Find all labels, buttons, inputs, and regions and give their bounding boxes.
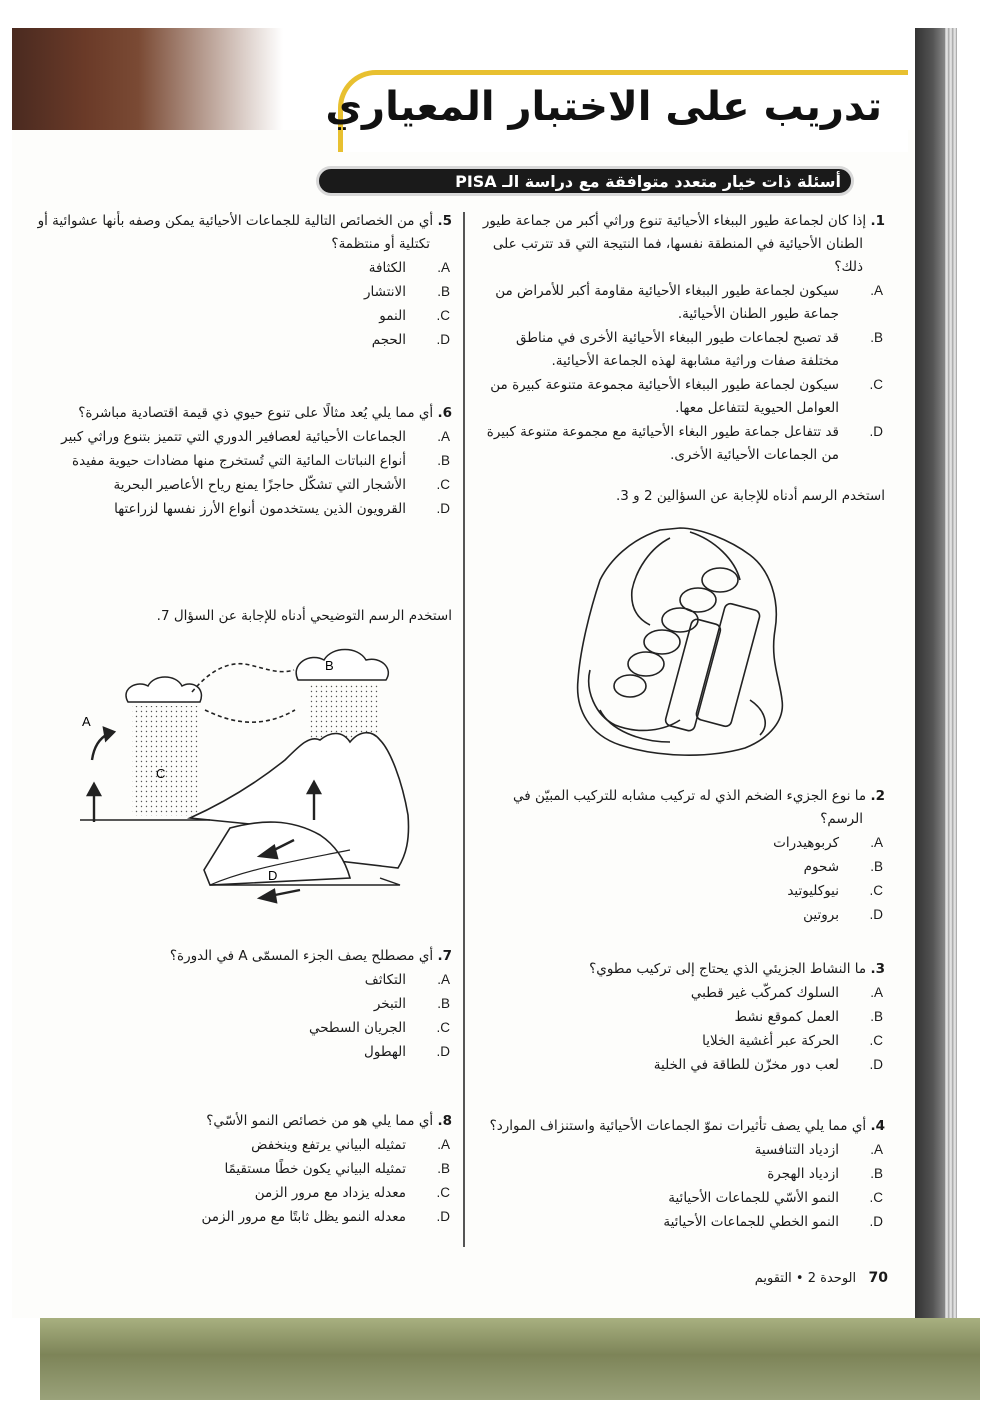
option-a[interactable]: A.تمثيله البياني يرتفع وينخفض bbox=[251, 1137, 450, 1153]
option-b[interactable]: B.العمل كموقع نشط bbox=[734, 1009, 883, 1025]
option-b[interactable]: B.التبخر bbox=[373, 996, 450, 1012]
question-4: 4. أي مما يلي يصف تأثيرات نموّ الجماعات الأحيائية واستنزاف الموارد؟ A.ازدياد التنافسية B.ازدياد الهجرة C.النمو الأسّي للجماعات الأحيائية D.النمو الخطي للجماعات الأحيائية bbox=[480, 1115, 885, 1234]
option-b[interactable]: B.الانتشار bbox=[364, 284, 450, 300]
question-1 bbox=[480, 210, 885, 467]
option-c[interactable]: C.الأشجار التي تشكّل حاجزًا يمنع رياح الأعاصير البحرية bbox=[113, 477, 450, 493]
option-d[interactable]: D.قد تتفاعل جماعة طيور البغاء الأحيائية مع مجموعة متنوعة كبيرة من الجماعات الأحيائية الأخرى. bbox=[486, 424, 883, 463]
option-b[interactable]: B.قد تصبح لجماعات طيور الببغاء الأحيائية الأخرى في مناطق مختلفة صفات وراثية مشابهة لهذه الجماعة الأحيائية. bbox=[515, 330, 883, 369]
label-d: D bbox=[268, 868, 278, 883]
option-b[interactable]: B.تمثيله البياني يكون خطًا مستقيمًا bbox=[224, 1161, 450, 1177]
option-a[interactable]: A.سيكون لجماعة طيور الببغاء الأحيائية مقاومة أكبر للأمراض من جماعة طيور الطنان الأحيائية. bbox=[495, 283, 883, 322]
rain-left bbox=[132, 706, 198, 816]
protein-structure-diagram bbox=[570, 520, 800, 765]
label-a: A bbox=[82, 714, 91, 729]
question-stem: إذا كان لجماعة طيور الببغاء الأحيائية تنوع وراثي أكبر من جماعة طيور الطنان الأحيائية في المنطقة نفسها، فما النتيجة التي قد تترتب على ذلك؟ bbox=[482, 213, 867, 275]
page-footer bbox=[755, 1270, 888, 1286]
page-number: 70 bbox=[868, 1270, 888, 1286]
option-d[interactable]: D.القرويون الذين يستخدمون أنواع الأرز نفسها لزراعتها bbox=[114, 501, 450, 517]
instruction-q2-q3: استخدم الرسم أدناه للإجابة عن السؤالين 2 و 3. bbox=[615, 488, 885, 504]
question-7: 7. أي مصطلح يصف الجزء المسمّى A في الدورة؟ A.التكاثف B.التبخر C.الجريان السطحي D.الهطول bbox=[22, 945, 452, 1064]
option-c[interactable]: C.الجريان السطحي bbox=[308, 1020, 450, 1036]
option-b[interactable]: B.شحوم bbox=[803, 859, 883, 875]
option-a[interactable]: A.التكاثف bbox=[364, 972, 450, 988]
question-6: 6. أي مما يلي يُعد مثالًا على تنوع حيوي ذي قيمة اقتصادية مباشرة؟ A.الجماعات الأحيائية لعصافير الدوري التي تتميز بتنوع وراثي كبير B.أنواع النباتات المائية التي تُستخرج منها مضادات حيوية مفيدة C.الأشجار التي تشكّل حاجزًا يمنع رياح الأعاصير البحرية D.القرويون الذين يستخدمون أنواع الأرز نفسها لزراعتها bbox=[22, 402, 452, 521]
cloud-right bbox=[296, 650, 388, 681]
option-d[interactable]: D.الحجم bbox=[371, 332, 450, 348]
section-subheading bbox=[316, 166, 854, 196]
footer-section: التقويم bbox=[754, 1271, 792, 1286]
section-subheading-text: أسئلة ذات خيار متعدد متوافقة مع دراسة الـ PISA bbox=[455, 172, 841, 191]
water-cycle-diagram bbox=[80, 640, 420, 905]
option-c[interactable]: C.نيوكليوتيد bbox=[787, 883, 883, 899]
option-b[interactable]: B.أنواع النباتات المائية التي تُستخرج منها مضادات حيوية مفيدة bbox=[72, 453, 450, 469]
footer-unit: الوحدة 2 bbox=[807, 1271, 857, 1286]
instruction-q7: استخدم الرسم التوضيحي أدناه للإجابة عن السؤال 7. bbox=[156, 608, 452, 624]
option-c[interactable]: C.سيكون لجماعة طيور الببغاء الأحيائية مجموعة متنوعة كبيرة من العوامل الحيوية لتتفاعل معها. bbox=[490, 377, 883, 416]
cloud-movement-path bbox=[192, 664, 294, 692]
question-8: 8. أي مما يلي هو من خصائص النمو الأسّي؟ A.تمثيله البياني يرتفع وينخفض B.تمثيله البياني يكون خطًا مستقيمًا C.معدله يزداد مع مرور الزمن D.معدله النمو يظل ثابتًا مع مرور الزمن bbox=[22, 1110, 452, 1229]
option-d[interactable]: D.الهطول bbox=[364, 1044, 450, 1060]
label-b: B bbox=[325, 658, 334, 673]
option-a[interactable]: A.السلوك كمركّب غير قطبي bbox=[690, 985, 883, 1001]
option-d[interactable]: D.النمو الخطي للجماعات الأحيائية bbox=[663, 1214, 883, 1230]
option-c[interactable]: C.الحركة عبر أغشية الخلايا bbox=[702, 1033, 883, 1049]
option-d[interactable]: D.معدله النمو يظل ثابتًا مع مرور الزمن bbox=[201, 1209, 450, 1225]
option-d[interactable]: D.بروتين bbox=[803, 907, 883, 923]
scan-bottom-band bbox=[40, 1318, 980, 1400]
question-2: 2. ما نوع الجزيء الضخم الذي له تركيب مشابه للتركيب المبيّن في الرسم؟ A.كربوهيدرات B.شحوم C.نيوكليوتيد D.بروتين bbox=[480, 785, 885, 927]
option-a[interactable]: A.الجماعات الأحيائية لعصافير الدوري التي تتميز بتنوع وراثي كبير bbox=[61, 429, 450, 445]
page-title: تدريب على الاختبار المعياري bbox=[325, 84, 882, 130]
option-d[interactable]: D.لعب دور مخزّن للطاقة في الخلية bbox=[653, 1057, 883, 1073]
label-c: C bbox=[156, 766, 166, 781]
option-a[interactable]: A.الكثافة bbox=[368, 260, 450, 276]
option-a[interactable]: A.ازدياد التنافسية bbox=[754, 1142, 883, 1158]
question-3: 3. ما النشاط الجزيئي الذي يحتاج إلى تركيب مطوي؟ A.السلوك كمركّب غير قطبي B.العمل كموقع نشط C.الحركة عبر أغشية الخلايا D.لعب دور مخزّن للطاقة في الخلية bbox=[480, 958, 885, 1077]
book-spine-shadow bbox=[915, 28, 945, 1348]
cloud-left bbox=[126, 677, 201, 702]
option-a[interactable]: A.كربوهيدرات bbox=[773, 835, 883, 851]
page-stack-edge bbox=[945, 28, 957, 1348]
column-divider bbox=[463, 212, 465, 1247]
footer-bullet: • bbox=[795, 1271, 804, 1286]
question-number: 1. bbox=[870, 213, 885, 229]
question-5: 5. أي من الخصائص التالية للجماعات الأحيائية يمكن وصفه بأنها عشوائية أو تكتلية أو منتظمة؟ A.الكثافة B.الانتشار C.النمو D.الحجم bbox=[22, 210, 452, 352]
option-c[interactable]: C.النمو bbox=[379, 308, 450, 324]
option-b[interactable]: B.ازدياد الهجرة bbox=[767, 1166, 883, 1182]
option-c[interactable]: C.النمو الأسّي للجماعات الأحيائية bbox=[668, 1190, 883, 1206]
option-c[interactable]: C.معدله يزداد مع مرور الزمن bbox=[254, 1185, 450, 1201]
